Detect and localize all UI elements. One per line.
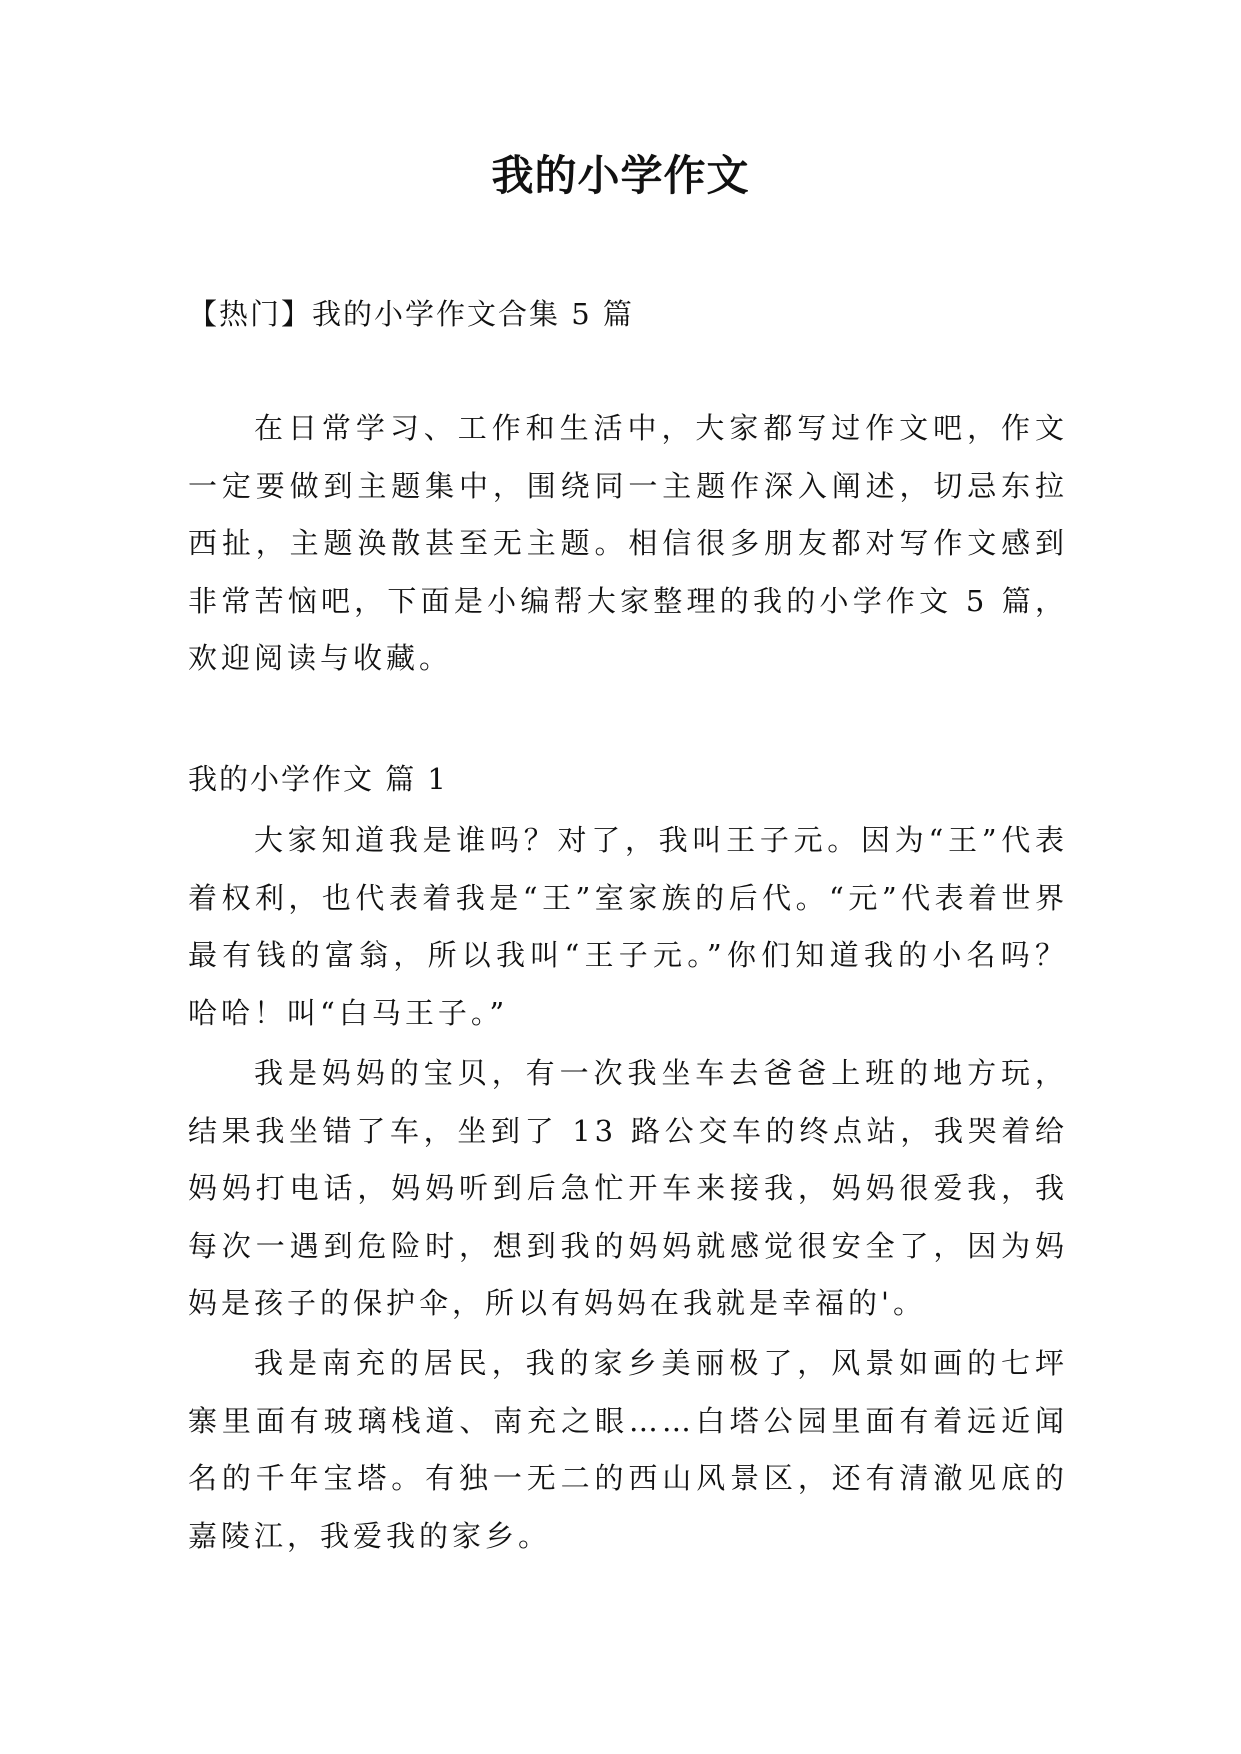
body-paragraph: 大家知道我是谁吗？对了，我叫王子元。因为“王”代表着权利，也代表着我是“王”室家族的后代。“元”代表着世界最有钱的富翁，所以我叫“王子元。”你们知道我的小名吗？哈哈！叫“白马王子。” [188,823,1068,1030]
section-heading: 我的小学作文 篇 1 [188,762,448,796]
intro-paragraph: 在日常学习、工作和生活中，大家都写过作文吧，作文一定要做到主题集中，围绕同一主题作深入阐述，切忌东拉西扯，主题涣散甚至无主题。相信很多朋友都对写作文感到非常苦恼吧，下面是小编帮大家整理的我的小学作文 5 篇，欢迎阅读与收藏。 [188,411,1068,675]
body-paragraph: 我是南充的居民，我的家乡美丽极了，风景如画的七坪寨里面有玻璃栈道、南充之眼……白塔公园里面有着远近闻名的千年宝塔。有独一无二的西山风景区，还有清澈见底的嘉陵江，我爱我的家乡。 [188,1346,1068,1553]
body-paragraph: 我是妈妈的宝贝，有一次我坐车去爸爸上班的地方玩，结果我坐错了车，坐到了 13 路公交车的终点站，我哭着给妈妈打电话，妈妈听到后急忙开车来接我，妈妈很爱我，我每次一遇到危险时，想到我的妈妈就感觉很安全了，因为妈妈是孩子的保护伞，所以有妈妈在我就是幸福的'。 [188,1056,1068,1320]
document-subtitle: 【热门】我的小学作文合集 5 篇 [188,297,634,331]
document-title: 我的小学作文 [491,151,750,200]
